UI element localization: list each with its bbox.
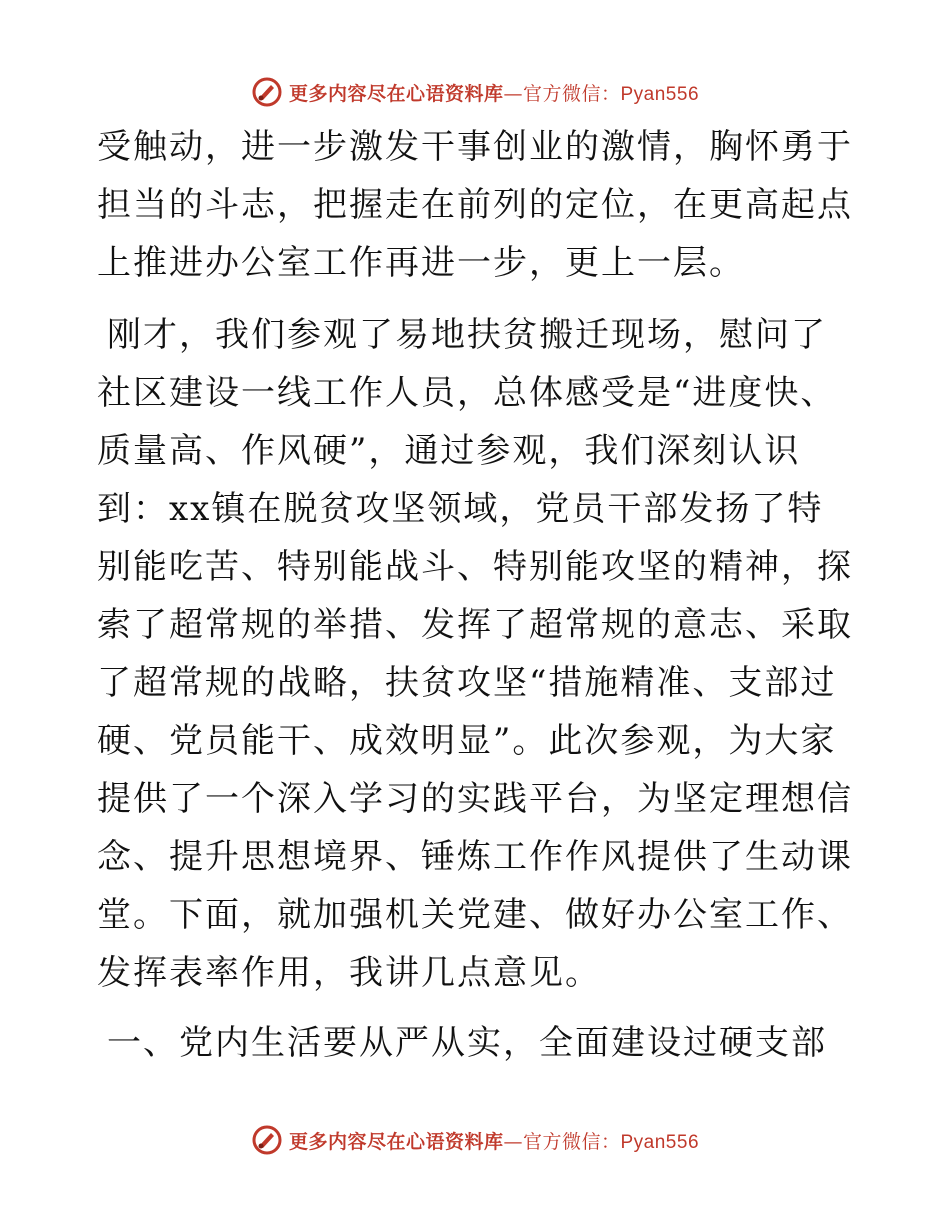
banner-text bbox=[289, 79, 699, 106]
banner-dash: — bbox=[503, 1130, 523, 1153]
banner-wechat-label: 官方微信： bbox=[522, 82, 621, 105]
banner-wechat-id: Pyan556 bbox=[620, 83, 700, 105]
brand-logo-icon bbox=[251, 76, 283, 108]
banner-main-text: 更多内容尽在心语资料库 bbox=[288, 82, 504, 105]
banner-text bbox=[289, 1127, 699, 1154]
banner-main-text: 更多内容尽在心语资料库 bbox=[288, 1130, 504, 1153]
header-watermark-banner bbox=[0, 72, 950, 112]
paragraph-continued: 受触动，进一步激发干事创业的激情，胸怀勇于担当的斗志，把握走在前列的定位，在更高起点上推进办公室工作再进一步，更上一层。 bbox=[97, 127, 853, 283]
brand-logo-icon bbox=[251, 1124, 283, 1156]
banner-wechat-id: Pyan556 bbox=[620, 1131, 700, 1153]
banner-dash: — bbox=[503, 82, 523, 105]
banner-wechat-label: 官方微信： bbox=[522, 1130, 621, 1153]
section-heading: 一、党内生活要从严从实，全面建设过硬支部 bbox=[107, 1023, 827, 1063]
footer-watermark-banner bbox=[0, 1120, 950, 1160]
paragraph-visit: 刚才，我们参观了易地扶贫搬迁现场，慰问了社区建设一线工作人员，总体感受是“进度快、质量高、作风硬”，通过参观，我们深刻认识到：xx镇在脱贫攻坚领域，党员干部发扬了特别能吃苦、特别能战斗、特别能攻坚的精神，探索了超常规的举措、发挥了超常规的意志、采取了超常规的战略，扶贫攻坚“措施精准、支部过硬、党员能干、成效明显”。此次参观，为大家提供了一个深入学习的实践平台，为坚定理想信念、提升思想境界、锤炼工作作风提供了生动课堂。下面，就加强机关党建、做好办公室工作、发挥表率作用，我讲几点意见。 bbox=[97, 315, 853, 993]
document-body bbox=[97, 118, 857, 1072]
